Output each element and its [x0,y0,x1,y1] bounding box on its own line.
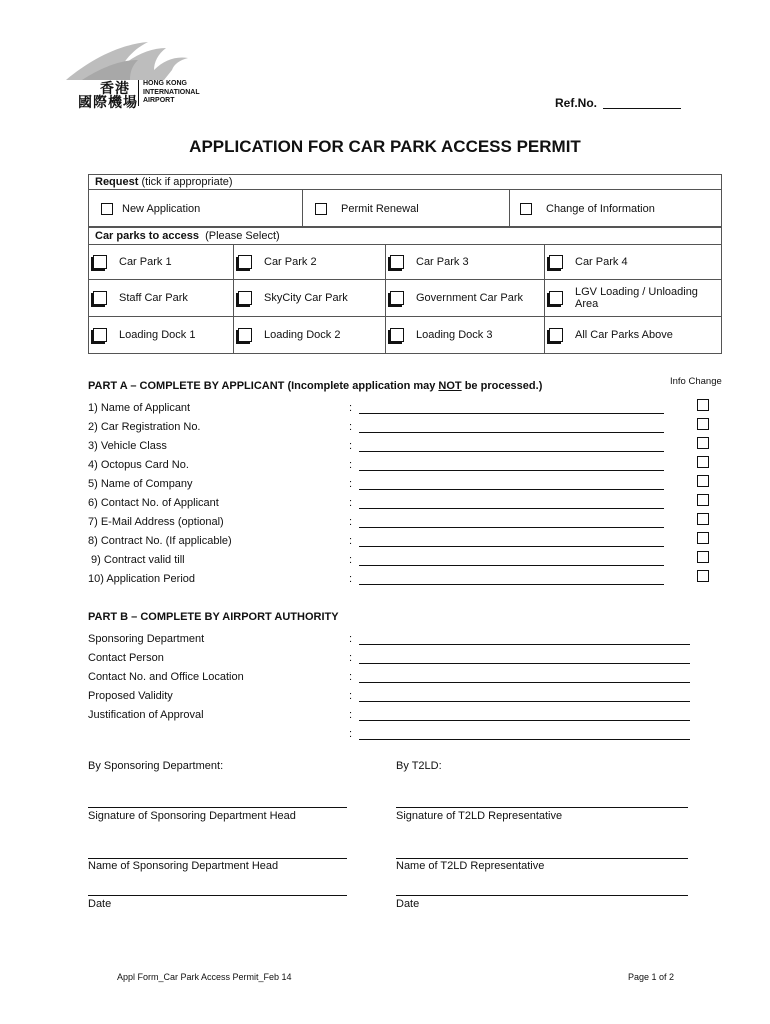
car-park-option[interactable]: Staff Car Park [89,280,234,317]
field-colon: : [349,440,353,452]
checkbox-icon[interactable] [390,255,404,269]
applicant-contact-field[interactable] [359,508,664,509]
info-change-checkbox[interactable] [697,513,709,525]
vehicle-class-field[interactable] [359,451,664,452]
field-colon: : [349,459,353,471]
octopus-card-field[interactable] [359,470,664,471]
info-change-checkbox[interactable] [697,456,709,468]
field-label: 1) Name of Applicant [88,402,191,414]
field-colon: : [349,497,353,509]
car-park-option[interactable]: Car Park 3 [386,245,545,280]
contract-number-field[interactable] [359,546,664,547]
field-label: Justification of Approval [88,709,204,721]
field-label: 9) Contract valid till [88,554,185,566]
checkbox-icon[interactable] [315,203,327,215]
name-label: Name of Sponsoring Department Head [88,860,279,872]
car-park-option[interactable]: Car Park 2 [234,245,386,280]
field-colon: : [349,402,353,414]
application-period-field[interactable] [359,584,664,585]
checkbox-icon[interactable] [520,203,532,215]
info-change-checkbox[interactable] [697,437,709,449]
field-label: 3) Vehicle Class [88,440,167,452]
name-label: Name of T2LD Representative [396,860,545,872]
ref-number [555,96,681,110]
t2ld-date-line[interactable] [396,895,688,896]
info-change-checkbox[interactable] [697,570,709,582]
info-change-checkbox[interactable] [697,494,709,506]
footer-form-name: Appl Form_Car Park Access Permit_Feb 14 [117,972,292,982]
sponsoring-head-signature-line[interactable] [88,807,347,808]
field-colon: : [349,516,353,528]
checkbox-icon[interactable] [549,255,563,269]
field-colon: : [349,535,353,547]
checkbox-icon[interactable] [238,291,252,305]
part-b-heading: PART B – COMPLETE BY AIRPORT AUTHORITY [88,611,339,623]
justification-field[interactable] [359,720,690,721]
car-park-option[interactable]: All Car Parks Above [545,317,722,354]
field-colon: : [349,690,353,702]
ref-number-field[interactable] [603,108,681,109]
car-park-option[interactable]: Loading Dock 1 [89,317,234,354]
car-park-option[interactable]: Car Park 4 [545,245,722,280]
field-label: 6) Contact No. of Applicant [88,497,219,509]
email-field[interactable] [359,527,664,528]
field-colon: : [349,478,353,490]
signature-label: Signature of Sponsoring Department Head [88,810,296,822]
car-parks-table [88,226,722,354]
field-colon: : [349,671,353,683]
car-park-option[interactable]: Loading Dock 2 [234,317,386,354]
proposed-validity-field[interactable] [359,701,690,702]
field-label: 5) Name of Company [88,478,193,490]
car-park-option[interactable]: Car Park 1 [89,245,234,280]
request-option-change[interactable]: Change of Information [510,190,722,228]
field-label: Contact No. and Office Location [88,671,244,683]
sponsoring-department-field[interactable] [359,644,690,645]
contact-person-field[interactable] [359,663,690,664]
contract-valid-field[interactable] [359,565,664,566]
sponsoring-date-line[interactable] [88,895,347,896]
t2ld-signature-line[interactable] [396,807,688,808]
checkbox-icon[interactable] [101,203,113,215]
info-change-checkbox[interactable] [697,418,709,430]
field-colon: : [349,421,353,433]
field-colon: : [349,554,353,566]
car-parks-heading: Car parks to access (Please Select) [89,227,722,245]
form-title: APPLICATION FOR CAR PARK ACCESS PERMIT [189,137,581,156]
checkbox-icon[interactable] [549,291,563,305]
sponsoring-department-heading: By Sponsoring Department: [88,760,224,772]
info-change-checkbox[interactable] [697,532,709,544]
request-table [88,174,722,228]
field-colon: : [349,573,353,585]
sponsoring-head-name-line[interactable] [88,858,347,859]
page-number: Page 1 of 2 [628,972,675,982]
logo-chinese: 香港 國際機場 [78,80,138,110]
car-park-option[interactable]: LGV Loading / Unloading Area [545,280,722,317]
field-label: Contact Person [88,652,164,664]
justification-continued-field[interactable] [359,739,690,740]
t2ld-heading: By T2LD: [396,760,442,772]
field-label: 10) Application Period [88,573,196,585]
car-park-option[interactable]: Loading Dock 3 [386,317,545,354]
date-label: Date [88,898,112,910]
car-registration-field[interactable] [359,432,664,433]
request-option-new[interactable]: New Application [89,190,303,228]
field-colon: : [349,709,353,721]
request-heading: Request (tick if appropriate) [89,175,722,190]
contact-location-field[interactable] [359,682,690,683]
checkbox-icon[interactable] [549,328,563,342]
logo-english: HONG KONG INTERNATIONAL AIRPORT [138,80,200,106]
info-change-label: Info Change [670,376,722,387]
field-label: 7) E-Mail Address (optional) [88,516,224,528]
car-park-option[interactable]: SkyCity Car Park [234,280,386,317]
hkia-logo-mark [62,36,222,80]
applicant-name-field[interactable] [359,413,664,414]
checkbox-icon[interactable] [390,291,404,305]
info-change-checkbox[interactable] [697,551,709,563]
field-colon: : [349,728,353,740]
date-label: Date [396,898,420,910]
checkbox-icon[interactable] [93,328,107,342]
company-name-field[interactable] [359,489,664,490]
hkia-logo [62,36,222,114]
field-label: Sponsoring Department [88,633,205,645]
field-label: Proposed Validity [88,690,173,702]
ref-number-label: Ref.No. [555,96,597,110]
info-change-checkbox[interactable] [697,399,709,411]
info-change-checkbox[interactable] [697,475,709,487]
checkbox-icon[interactable] [93,255,107,269]
field-label: 4) Octopus Card No. [88,459,189,471]
checkbox-icon[interactable] [93,291,107,305]
checkbox-icon[interactable] [238,328,252,342]
field-label: 8) Contract No. (If applicable) [88,535,232,547]
field-colon: : [349,652,353,664]
field-colon: : [349,633,353,645]
request-option-renewal[interactable]: Permit Renewal [303,190,510,228]
checkbox-icon[interactable] [390,328,404,342]
car-park-option[interactable]: Government Car Park [386,280,545,317]
field-label: 2) Car Registration No. [88,421,201,433]
checkbox-icon[interactable] [238,255,252,269]
signature-label: Signature of T2LD Representative [396,810,563,822]
t2ld-name-line[interactable] [396,858,688,859]
part-a-heading: PART A – COMPLETE BY APPLICANT (Incomplete application may NOT be processed.) [88,380,543,392]
